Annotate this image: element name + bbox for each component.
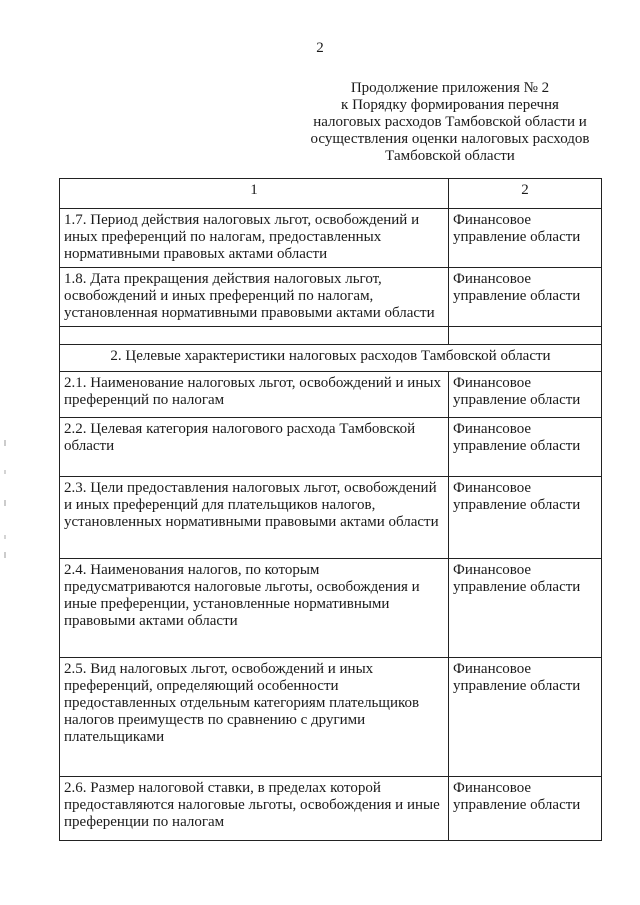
table-row [60,477,602,559]
page-number: 2 [316,40,324,56]
table-row [60,658,602,777]
appendix-header-line: к Порядку формирования перечня [341,97,559,113]
section-title: 2. Целевые характеристики налоговых расходов Тамбовской области [60,345,602,372]
row-characteristic: 2.4. Наименования налогов, по которым предусматриваются налоговые льготы, освобождения и иные преференции, установленные нормативными правовыми актами области [60,559,449,658]
spacer-cell [449,327,602,345]
column-header-1: 1 [60,179,449,209]
row-characteristic: 2.1. Наименование налоговых льгот, освобождений и иных преференций по налогам [60,372,449,418]
row-responsible: Финансовое управление области [449,418,602,477]
appendix-header [290,80,610,165]
row-characteristic: 2.5. Вид налоговых льгот, освобождений и иных преференций, определяющий особенности предоставленных отдельным категориям плательщиков налогов преимуществ по сравнению с другими плательщиками [60,658,449,777]
row-responsible: Финансовое управление области [449,658,602,777]
section-header-row [60,345,602,372]
column-header-2: 2 [449,179,602,209]
row-characteristic: 2.3. Цели предоставления налоговых льгот, освобождений и иных преференций для плательщиков налогов, установленных нормативными правовыми актами области [60,477,449,559]
scan-margin-marks [2,440,8,560]
appendix-header-line: осуществления оценки налоговых расходов [310,131,590,147]
table-header-row [60,179,602,209]
row-responsible: Финансовое управление области [449,777,602,841]
table-row [60,209,602,268]
table-row [60,372,602,418]
row-responsible: Финансовое управление области [449,268,602,327]
row-responsible: Финансовое управление области [449,477,602,559]
row-responsible: Финансовое управление области [449,209,602,268]
table-row [60,268,602,327]
row-responsible: Финансовое управление области [449,372,602,418]
row-responsible: Финансовое управление области [449,559,602,658]
row-characteristic: 2.2. Целевая категория налогового расхода Тамбовской области [60,418,449,477]
spacer-cell [60,327,449,345]
appendix-header-line: Тамбовской области [385,148,515,164]
row-characteristic: 2.6. Размер налоговой ставки, в пределах которой предоставляются налоговые льготы, освобождения и иные преференции по налогам [60,777,449,841]
characteristics-table [59,178,602,841]
row-characteristic: 1.7. Период действия налоговых льгот, освобождений и иных преференций по налогам, предоставленных нормативными правовых актами области [60,209,449,268]
row-characteristic: 1.8. Дата прекращения действия налоговых льгот, освобождений и иных преференций по налогам, установленная нормативными правовыми актами области [60,268,449,327]
table-row [60,559,602,658]
table-row [60,777,602,841]
appendix-header-line: Продолжение приложения № 2 [350,80,550,96]
table-row [60,418,602,477]
spacer-row [60,327,602,345]
appendix-header-line: налоговых расходов Тамбовской области и [313,114,587,130]
